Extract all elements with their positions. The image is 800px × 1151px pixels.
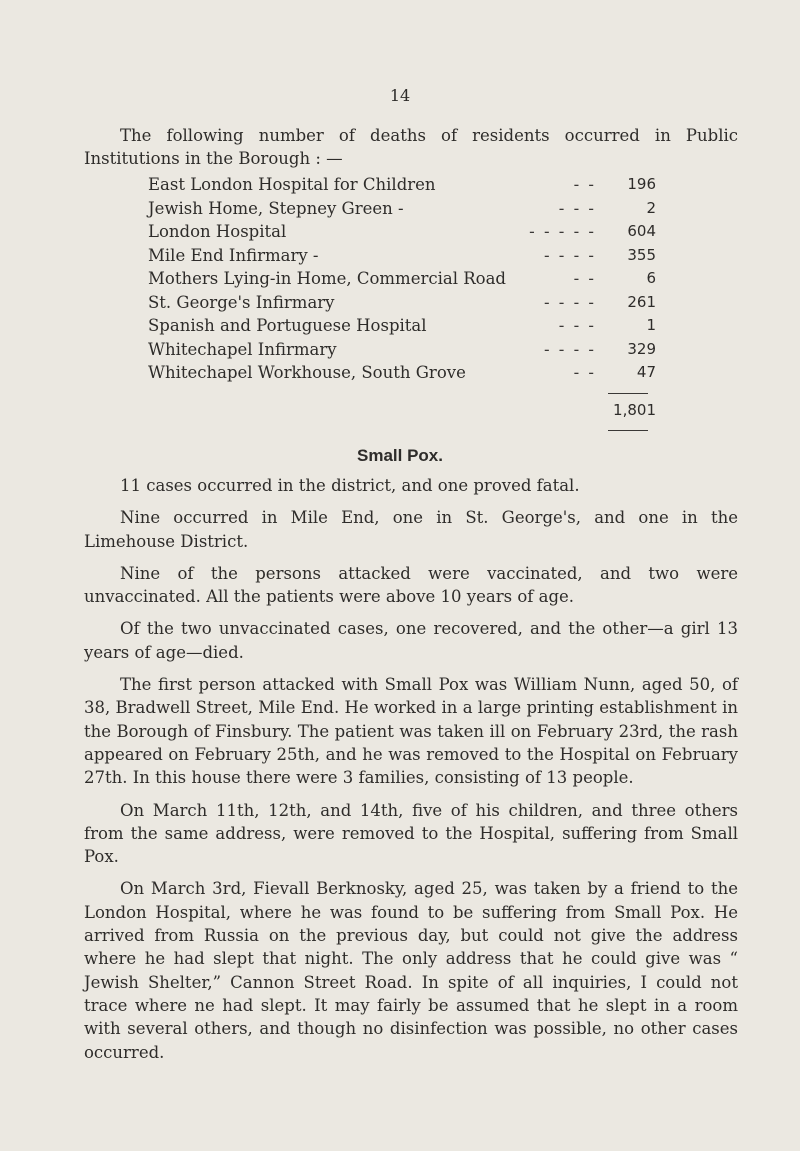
table-row (148, 267, 656, 291)
leader-dashes: - - - - (543, 245, 596, 265)
leader-dashes: - - - - - (529, 222, 596, 241)
paragraph: On March 3rd, Fievall Berknosky, aged 25, was taken by a friend to the London Hospital, where he was found to be suffering from Small Pox. He arrived from Russia on the previous day, but could not give the address where he had slept that night. The only address that he could give was “ Jewish Shelter,” Cannon Street Road. In spite of all inquiries, I could not trace where ne had slept. It may fairly be assumed that he slept in a room with several others, and though no disinfection was possible, no other cases occurred. (84, 879, 738, 1062)
leader-dashes: - - (573, 363, 596, 382)
deaths-table (148, 173, 656, 385)
paragraph: Nine of the persons attacked were vaccinated, and two were unvaccinated. All the patients were above 10 years of age. (84, 563, 738, 607)
institution-name: Spanish and Portuguese Hospital (148, 316, 427, 335)
death-count: 6 (646, 269, 656, 287)
leader-dashes: - - - (558, 198, 596, 218)
paragraph: The first person attacked with Small Pox was William Nunn, aged 50, of 38, Bradwell Street, Mile End. He worked in a large printing establishment in the Borough of Finsbury. The patient was taken ill on February 23rd, the rash appeared on February 25th, and he was removed to the Hospital on February 27th. In this house there were 3 families, consisting of 13 people. (84, 675, 738, 788)
death-count: 329 (627, 339, 656, 358)
paragraph: On March 11th, 12th, and 14th, five of his children, and three others from the same address, were removed to the Hospital, suffering from Small Pox. (84, 800, 738, 867)
paragraph: Of the two unvaccinated cases, one recovered, and the other—a girl 13 years of age—died. (84, 619, 738, 662)
paragraph: Nine occurred in Mile End, one in St. George's, and one in the Limehouse District. (84, 508, 738, 551)
total-rule-bottom (608, 430, 648, 431)
institution-name: Whitechapel Infirmary (148, 339, 337, 359)
table-row (148, 338, 656, 362)
table-row (148, 314, 656, 338)
table-row (148, 173, 656, 197)
death-count: 47 (636, 363, 656, 381)
death-count: 261 (627, 292, 656, 311)
total-rule-top (608, 393, 648, 394)
table-row (148, 361, 656, 385)
page-number: 14 (389, 86, 411, 105)
institution-name: Mile End Infirmary - (148, 245, 319, 265)
section-body (84, 474, 738, 1073)
institution-name: Mothers Lying-in Home, Commercial Road (148, 269, 506, 288)
leader-dashes: - - (573, 175, 596, 194)
institution-name: East London Hospital for Children (148, 175, 436, 194)
intro-paragraph: The following number of deaths of residents occurred in Public Institutions in the Borough : — (84, 126, 738, 168)
leader-dashes: - - - (558, 316, 596, 335)
leader-dashes: - - - - (543, 339, 596, 359)
leader-dashes: - - - - (543, 292, 596, 312)
institution-name: Whitechapel Workhouse, South Grove (148, 363, 466, 382)
table-row (148, 291, 656, 315)
death-count: 2 (646, 198, 656, 217)
paragraph: 11 cases occurred in the district, and one proved fatal. (120, 476, 580, 495)
section-heading: Small Pox. (357, 446, 443, 465)
institution-name: St. George's Infirmary (148, 292, 335, 312)
deaths-total: 1,801 (613, 401, 656, 419)
institution-name: Jewish Home, Stepney Green - (148, 198, 404, 218)
table-row (148, 220, 656, 244)
death-count: 604 (627, 222, 656, 240)
death-count: 1 (646, 316, 656, 334)
death-count: 196 (627, 175, 656, 193)
leader-dashes: - - (573, 269, 596, 288)
table-row (148, 197, 656, 221)
institution-name: London Hospital (148, 222, 287, 241)
death-count: 355 (627, 245, 656, 264)
table-row (148, 244, 656, 268)
